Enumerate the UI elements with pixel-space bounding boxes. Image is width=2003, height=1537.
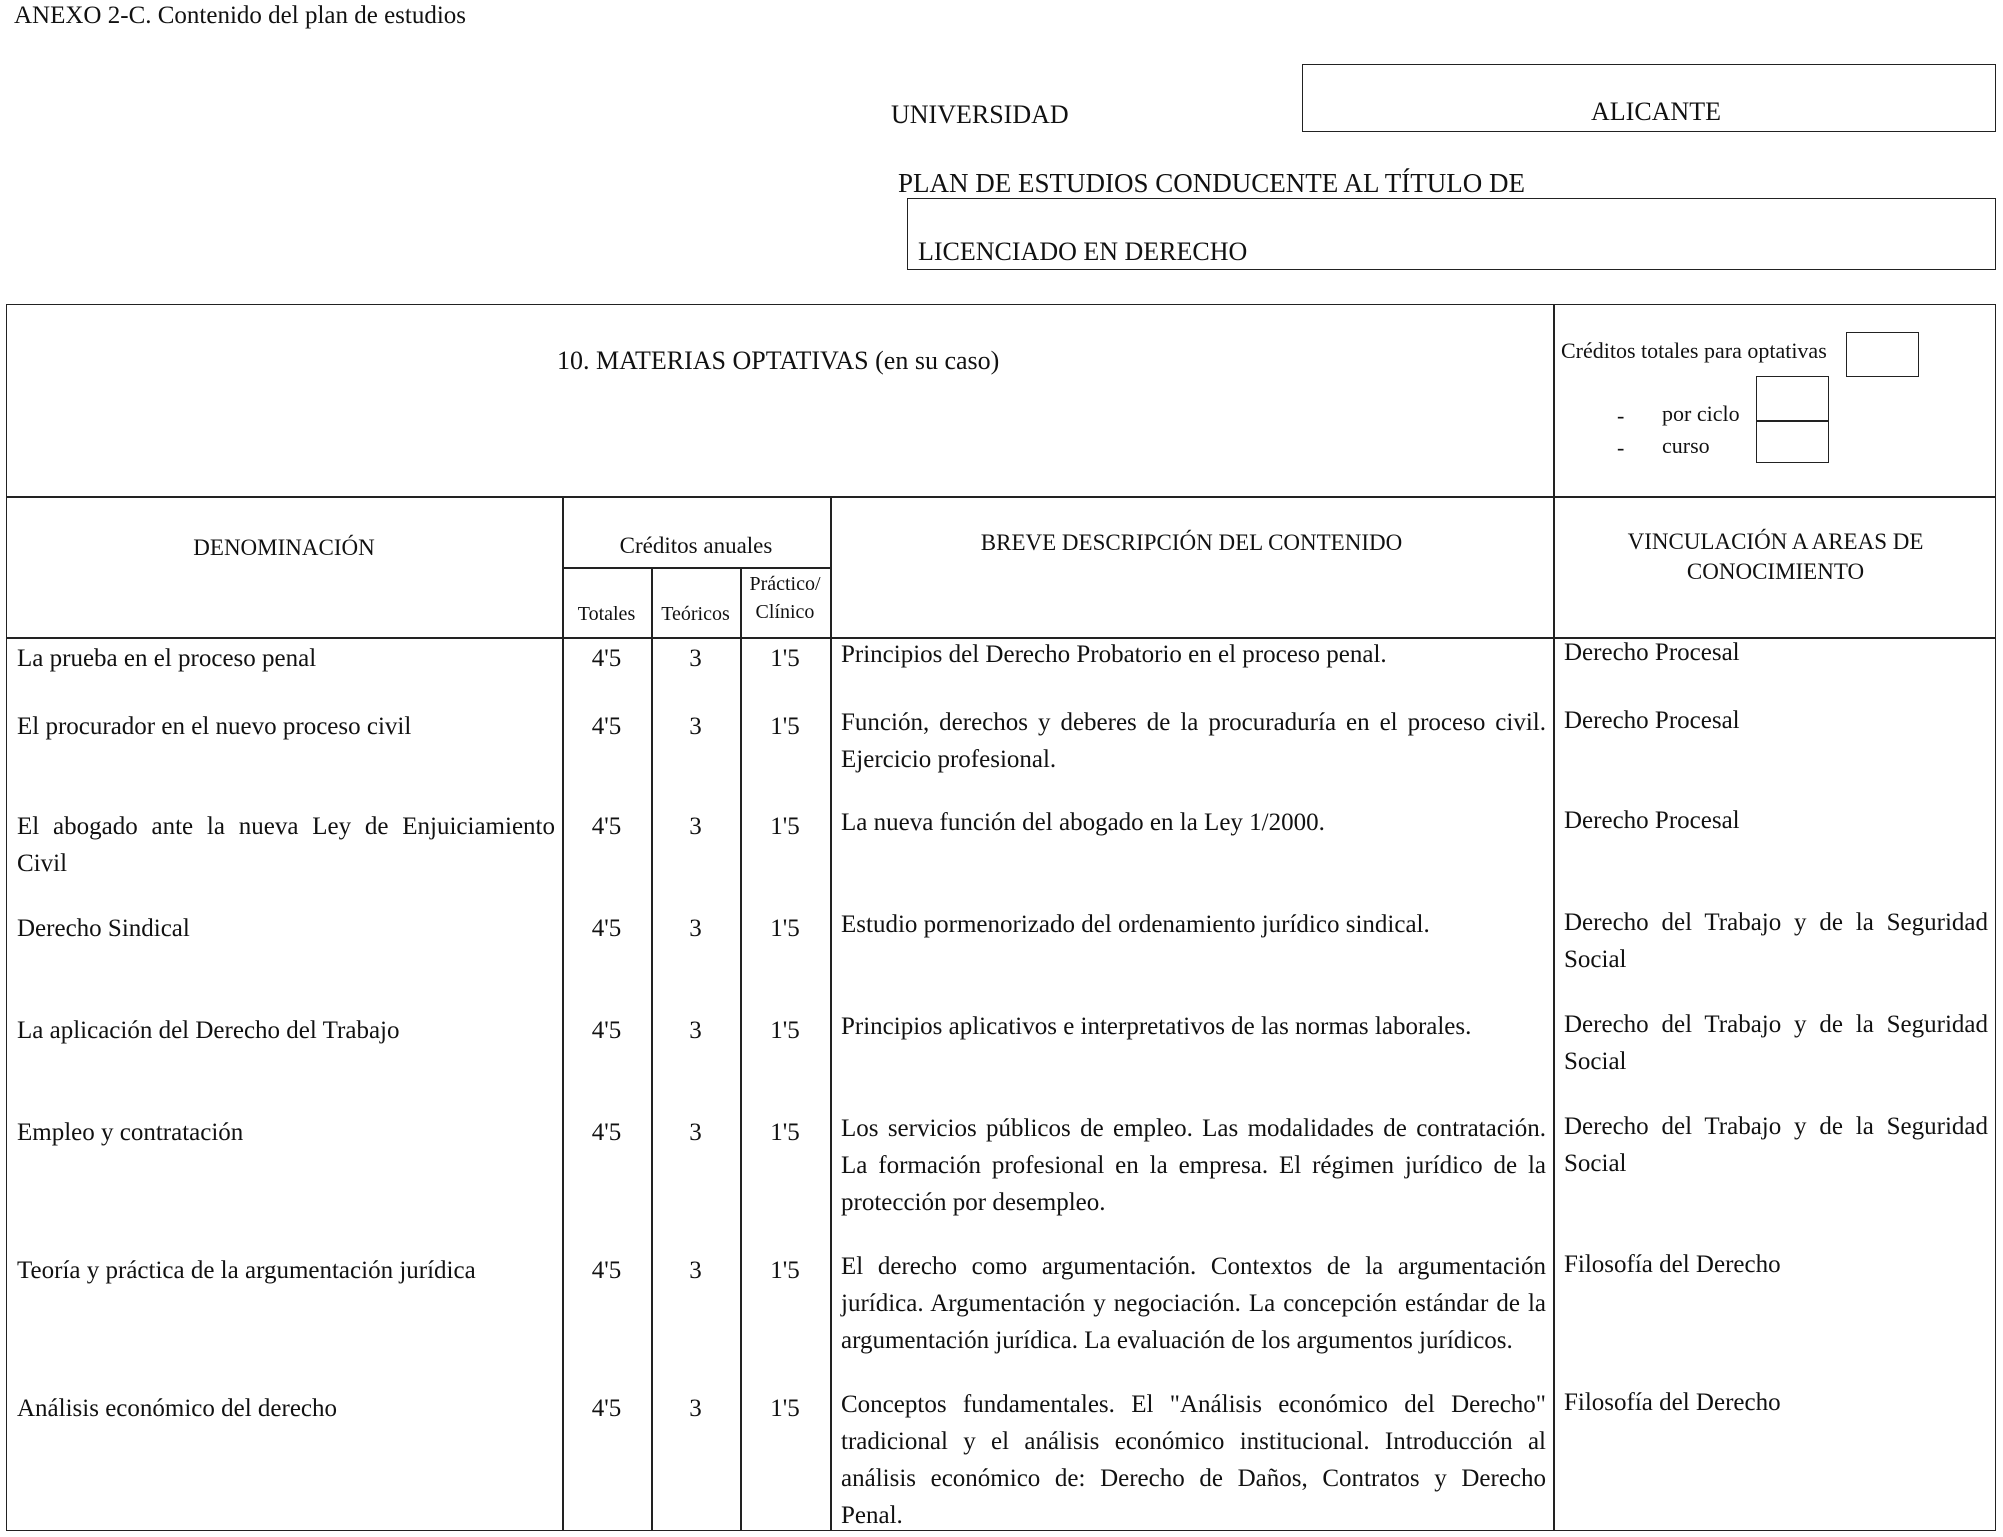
subject-description: Principios aplicativos e interpretativos de las normas laborales. <box>841 1013 1472 1040</box>
credits-practical: 1'5 <box>770 1119 800 1146</box>
knowledge-area: Filosofía del Derecho <box>1564 1389 1781 1416</box>
description-column-divider <box>830 496 832 1531</box>
credits-totals: 4'5 <box>591 813 622 840</box>
credits-totals: 4'5 <box>591 1257 622 1284</box>
degree-box <box>907 198 1996 270</box>
degree-value: LICENCIADO EN DERECHO <box>918 237 1248 266</box>
section-title: 10. MATERIAS OPTATIVAS (en su caso) <box>557 346 1000 375</box>
course-dash: - <box>1617 435 1625 460</box>
subject-description: Los servicios públicos de empleo. Las modalidades de contratación. La formación profesional en la empresa. El régimen jurídico de la protección por desempleo. <box>841 1115 1546 1216</box>
credits-practical: 1'5 <box>770 1017 800 1044</box>
knowledge-area: Derecho Procesal <box>1564 807 1740 834</box>
subject-name: El procurador en el nuevo proceso civil <box>17 713 412 740</box>
credits-theoretical: 3 <box>689 1017 702 1044</box>
credits-theoretical: 3 <box>689 1395 702 1422</box>
subject-description: La nueva función del abogado en la Ley 1/2000. <box>841 809 1325 836</box>
credits-total-label: Créditos totales para optativas <box>1561 338 1827 363</box>
subject-name: La prueba en el proceso penal <box>17 645 317 672</box>
subject-name: El abogado ante la nueva Ley de Enjuiciamiento Civil <box>17 813 555 877</box>
knowledge-area: Derecho Procesal <box>1564 707 1740 734</box>
credits-practical: 1'5 <box>770 915 800 942</box>
university-value: ALICANTE <box>1591 97 1721 126</box>
credits-totals: 4'5 <box>591 1119 622 1146</box>
area-column-divider <box>1553 304 1555 1531</box>
header-descripcion: BREVE DESCRIPCIÓN DEL CONTENIDO <box>980 530 1403 555</box>
subject-name: Análisis económico del derecho <box>17 1395 338 1422</box>
subject-name: Derecho Sindical <box>17 915 190 942</box>
credits-totals: 4'5 <box>591 1395 622 1422</box>
subject-name: Empleo y contratación <box>17 1119 244 1146</box>
header-denominacion: DENOMINACIÓN <box>193 535 375 560</box>
knowledge-area: Derecho del Trabajo y de la Seguridad Social <box>1564 1011 1988 1075</box>
credits-theoretical: 3 <box>689 1119 702 1146</box>
subject-description: Conceptos fundamentales. El "Análisis económico del Derecho" tradicional y el análisis económico institucional. Introducción al análisis económico de: Derecho de Daños, Contratos y Derecho Penal. <box>841 1391 1546 1529</box>
subject-description: Función, derechos y deberes de la procuraduría en el proceso civil. Ejercicio profesional. <box>841 709 1546 773</box>
knowledge-area: Derecho del Trabajo y de la Seguridad Social <box>1564 1113 1988 1177</box>
credits-total-box <box>1846 332 1919 377</box>
credits-theoretical: 3 <box>689 813 702 840</box>
course-label: curso <box>1662 433 1710 458</box>
per-cycle-label: por ciclo <box>1662 401 1740 426</box>
per-cycle-box <box>1756 376 1829 422</box>
credits-totals: 4'5 <box>591 645 622 672</box>
credits-theoretical: 3 <box>689 1257 702 1284</box>
subject-description: El derecho como argumentación. Contextos de la argumentación jurídica. Argumentación y negociación. La concepción estándar de la argumentación jurídica. La evaluación de los argumentos jurídicos. <box>841 1253 1546 1354</box>
credits-practical: 1'5 <box>770 645 800 672</box>
annex-title: ANEXO 2-C. Contenido del plan de estudios <box>14 2 467 29</box>
credits-theoretical: 3 <box>689 713 702 740</box>
university-label: UNIVERSIDAD <box>891 100 1069 129</box>
per-cycle-dash: - <box>1617 403 1625 428</box>
subject-name: La aplicación del Derecho del Trabajo <box>17 1017 400 1044</box>
knowledge-area: Derecho Procesal <box>1564 639 1740 666</box>
knowledge-area: Derecho del Trabajo y de la Seguridad Social <box>1564 909 1988 973</box>
plan-label: PLAN DE ESTUDIOS CONDUCENTE AL TÍTULO DE <box>898 168 1525 198</box>
credits-practical: 1'5 <box>770 1257 800 1284</box>
credits-theoretical: 3 <box>689 645 702 672</box>
header-vinculacion-line2: CONOCIMIENTO <box>1686 559 1865 584</box>
credits-totals: 4'5 <box>591 713 622 740</box>
knowledge-area: Filosofía del Derecho <box>1564 1251 1781 1278</box>
header-creditos-anuales: Créditos anuales <box>619 533 773 558</box>
header-vinculacion-line1: VINCULACIÓN A AREAS DE <box>1627 529 1924 554</box>
credits-practical: 1'5 <box>770 713 800 740</box>
course-box <box>1756 420 1829 463</box>
header-practico <box>740 570 830 626</box>
credits-totals: 4'5 <box>591 1017 622 1044</box>
credits-practical: 1'5 <box>770 813 800 840</box>
header-teoricos: Teóricos <box>661 603 730 625</box>
university-box <box>1302 64 1996 132</box>
header-totales: Totales <box>577 603 636 625</box>
header-practico-line1: Práctico/ <box>749 573 821 595</box>
subject-name: Teoría y práctica de la argumentación jurídica <box>17 1257 476 1284</box>
credits-totals: 4'5 <box>591 915 622 942</box>
credits-theoretical: 3 <box>689 915 702 942</box>
section-divider <box>6 496 1996 498</box>
credits-subheader-divider <box>562 567 830 569</box>
credits-practical: 1'5 <box>770 1395 800 1422</box>
subject-description: Principios del Derecho Probatorio en el proceso penal. <box>841 641 1387 668</box>
header-vinculacion <box>1555 527 1996 587</box>
subject-description: Estudio pormenorizado del ordenamiento jurídico sindical. <box>841 911 1430 938</box>
header-practico-line2: Clínico <box>755 601 815 623</box>
